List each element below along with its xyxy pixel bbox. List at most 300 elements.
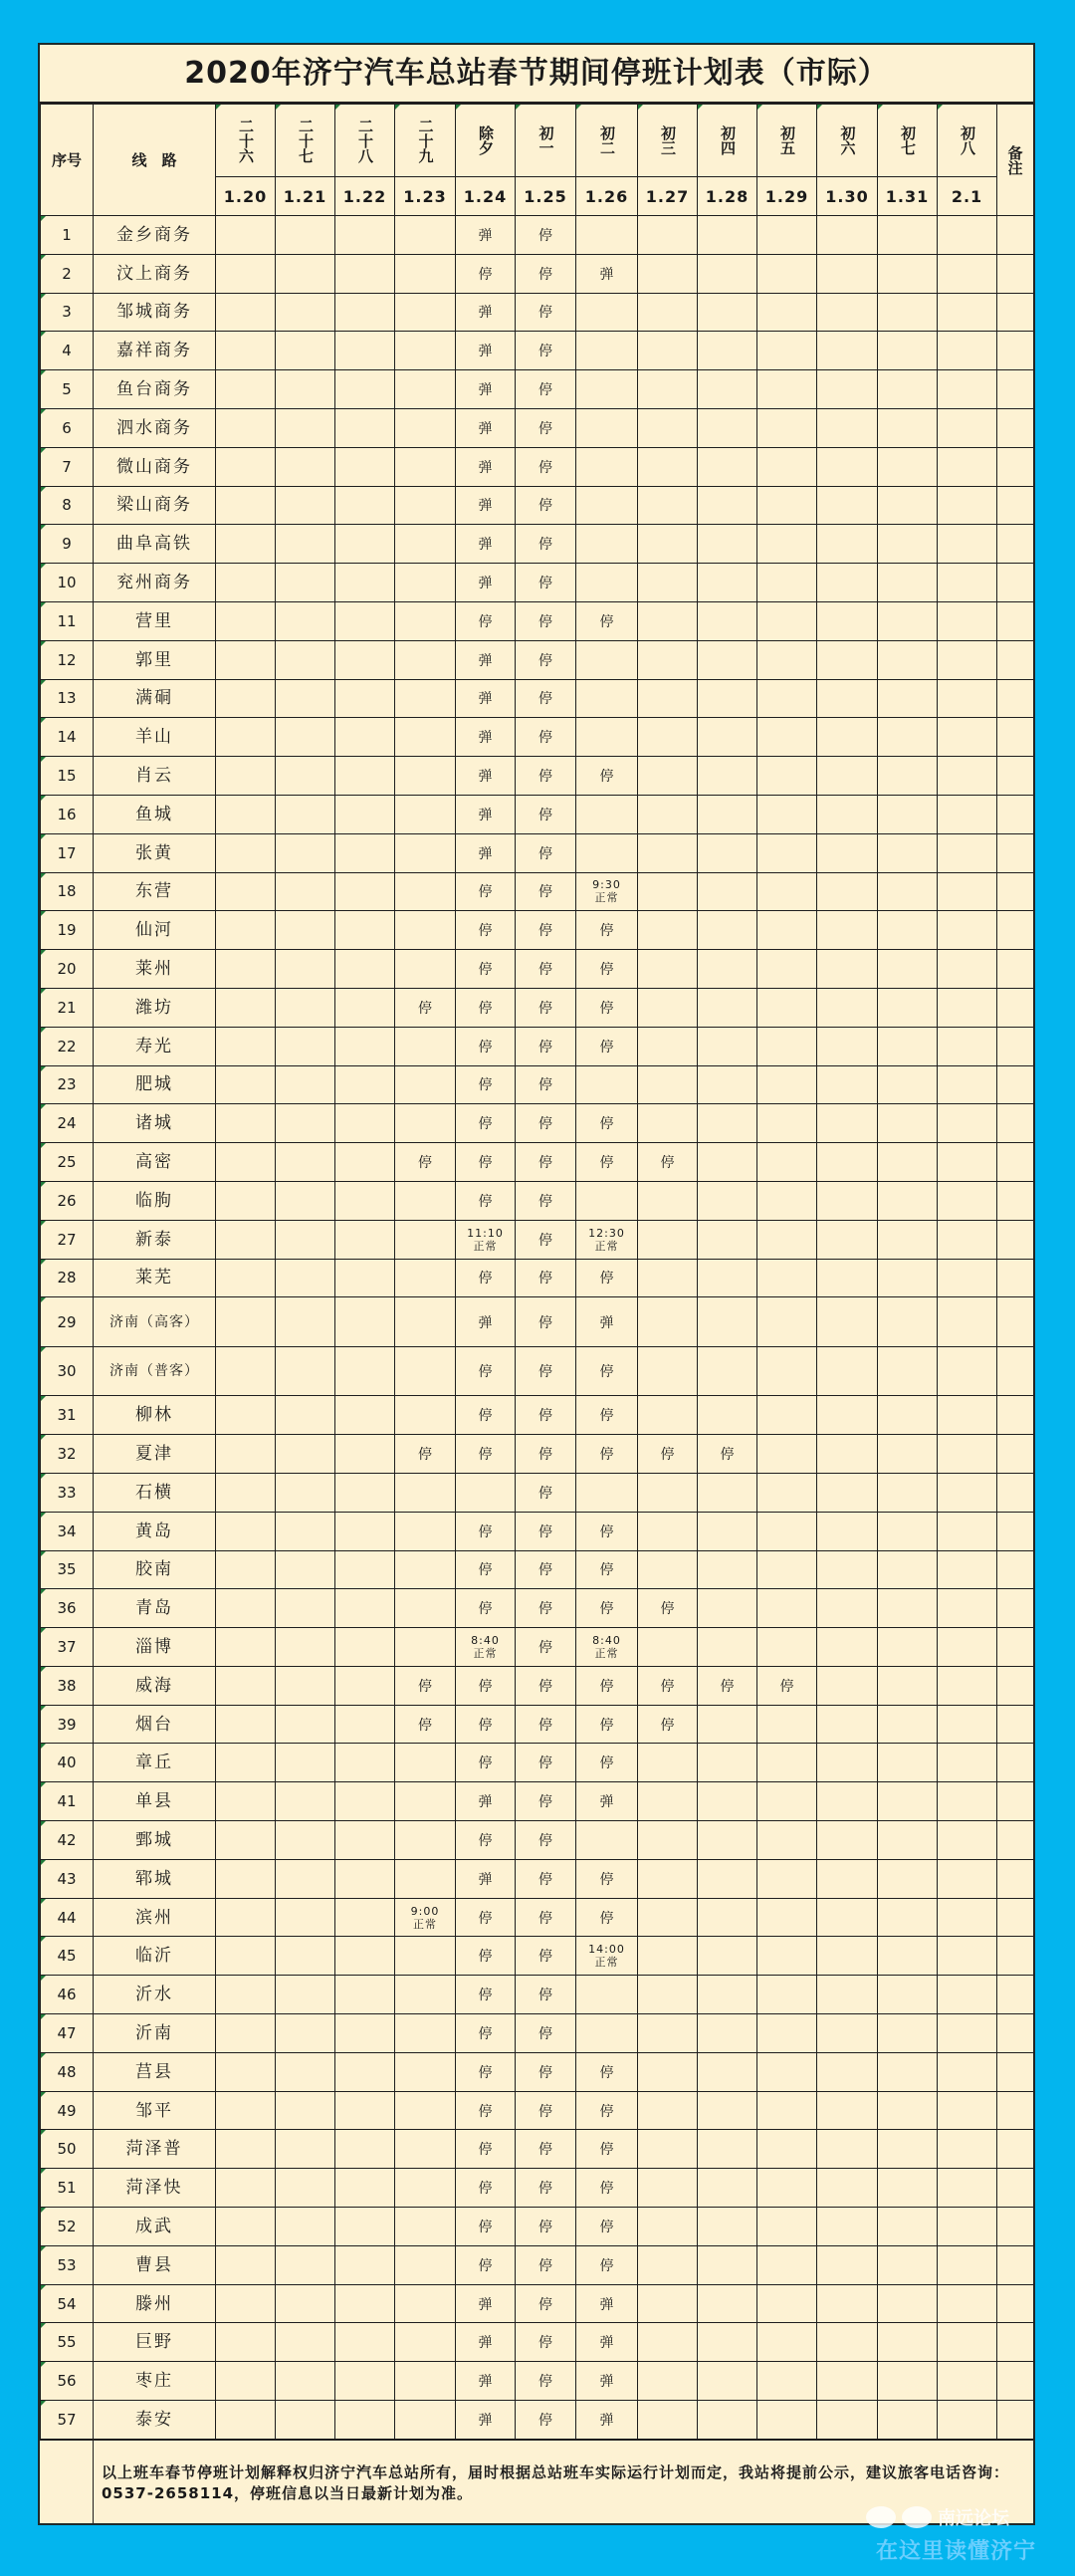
status-cell bbox=[878, 254, 938, 293]
status-cell bbox=[638, 1512, 698, 1550]
status-cell: 弹 bbox=[456, 564, 516, 602]
status-cell: 停 bbox=[516, 988, 576, 1027]
status-cell bbox=[878, 2130, 938, 2169]
status-cell bbox=[757, 757, 817, 796]
status-cell bbox=[216, 1666, 276, 1705]
status-cell: 弹 bbox=[576, 254, 638, 293]
status-cell: 停 bbox=[456, 1181, 516, 1220]
status-cell bbox=[878, 1181, 938, 1220]
status-cell bbox=[757, 1744, 817, 1782]
table-row bbox=[41, 1744, 1034, 1782]
row-number: 11 bbox=[41, 601, 94, 640]
table-row bbox=[41, 1821, 1034, 1860]
status-cell bbox=[216, 1027, 276, 1065]
status-cell: 停 bbox=[456, 1065, 516, 1104]
status-cell bbox=[638, 564, 698, 602]
status-cell bbox=[216, 1898, 276, 1937]
status-cell bbox=[757, 1937, 817, 1976]
status-cell bbox=[938, 564, 997, 602]
table-row bbox=[41, 1027, 1034, 1065]
status-cell bbox=[698, 216, 757, 255]
status-cell: 停 bbox=[516, 1744, 576, 1782]
status-cell bbox=[757, 833, 817, 872]
status-cell bbox=[938, 1744, 997, 1782]
route-name: 成武 bbox=[94, 2208, 216, 2246]
status-cell bbox=[817, 1065, 878, 1104]
route-name: 潍坊 bbox=[94, 988, 216, 1027]
status-cell bbox=[395, 1181, 456, 1220]
status-cell bbox=[216, 2323, 276, 2362]
status-cell bbox=[335, 911, 395, 950]
status-cell: 弹 bbox=[576, 2401, 638, 2440]
status-cell bbox=[757, 1346, 817, 1396]
status-cell bbox=[276, 1143, 335, 1182]
row-number: 14 bbox=[41, 718, 94, 757]
status-cell: 停 bbox=[516, 1259, 576, 1297]
status-cell bbox=[276, 795, 335, 833]
status-cell bbox=[638, 1976, 698, 2014]
status-cell bbox=[698, 2169, 757, 2208]
status-cell bbox=[698, 911, 757, 950]
status-cell bbox=[576, 679, 638, 718]
status-cell bbox=[698, 1346, 757, 1396]
row-number: 50 bbox=[41, 2130, 94, 2169]
remark-cell bbox=[997, 757, 1034, 796]
status-time-text: 正常 bbox=[473, 1646, 498, 1660]
status-cell bbox=[938, 1104, 997, 1143]
status-cell bbox=[335, 1859, 395, 1898]
status-cell bbox=[395, 2401, 456, 2440]
status-cell bbox=[938, 332, 997, 370]
status-cell bbox=[395, 1297, 456, 1347]
row-number: 39 bbox=[41, 1705, 94, 1744]
status-cell: 停 bbox=[456, 1027, 516, 1065]
status-cell bbox=[576, 1220, 638, 1259]
header-date: 1.26 bbox=[576, 177, 638, 216]
status-cell bbox=[576, 216, 638, 255]
row-number: 31 bbox=[41, 1396, 94, 1435]
status-time-text: 正常 bbox=[473, 1239, 498, 1253]
remark-cell bbox=[997, 1259, 1034, 1297]
status-cell bbox=[938, 1589, 997, 1628]
remark-cell bbox=[997, 601, 1034, 640]
remark-cell bbox=[997, 1104, 1034, 1143]
status-cell bbox=[638, 1782, 698, 1821]
status-cell bbox=[757, 1259, 817, 1297]
status-cell bbox=[938, 1143, 997, 1182]
status-cell bbox=[938, 1065, 997, 1104]
status-cell bbox=[276, 988, 335, 1027]
status-cell bbox=[817, 1512, 878, 1550]
status-cell bbox=[276, 1104, 335, 1143]
remark-cell bbox=[997, 2362, 1034, 2401]
status-time-text: 8:40 bbox=[471, 1633, 500, 1647]
status-cell bbox=[878, 2091, 938, 2130]
status-cell: 停 bbox=[576, 988, 638, 1027]
status-cell: 停 bbox=[576, 1859, 638, 1898]
status-cell bbox=[395, 486, 456, 525]
status-cell bbox=[395, 718, 456, 757]
status-cell bbox=[276, 1473, 335, 1512]
status-cell bbox=[335, 1220, 395, 1259]
status-cell bbox=[757, 1512, 817, 1550]
status-cell bbox=[817, 1782, 878, 1821]
status-cell bbox=[817, 795, 878, 833]
row-number: 25 bbox=[41, 1143, 94, 1182]
status-cell: 停 bbox=[395, 988, 456, 1027]
status-cell bbox=[757, 1705, 817, 1744]
status-cell bbox=[216, 2284, 276, 2323]
status-cell bbox=[938, 2245, 997, 2284]
status-cell bbox=[817, 332, 878, 370]
status-cell bbox=[757, 1181, 817, 1220]
status-cell bbox=[757, 718, 817, 757]
status-cell bbox=[757, 1435, 817, 1474]
status-cell bbox=[335, 2130, 395, 2169]
status-cell bbox=[335, 1259, 395, 1297]
route-name: 高密 bbox=[94, 1143, 216, 1182]
status-cell bbox=[276, 1220, 335, 1259]
status-cell: 停 bbox=[456, 1976, 516, 2014]
status-cell bbox=[817, 564, 878, 602]
status-cell bbox=[276, 1346, 335, 1396]
status-cell bbox=[698, 1259, 757, 1297]
status-cell bbox=[335, 640, 395, 679]
status-cell bbox=[698, 1396, 757, 1435]
remark-cell bbox=[997, 1705, 1034, 1744]
status-cell bbox=[638, 332, 698, 370]
status-cell bbox=[938, 1297, 997, 1347]
status-cell bbox=[395, 2169, 456, 2208]
status-cell bbox=[638, 2208, 698, 2246]
remark-cell bbox=[997, 293, 1034, 332]
status-cell bbox=[878, 1435, 938, 1474]
status-cell bbox=[276, 1705, 335, 1744]
table-row bbox=[41, 2091, 1034, 2130]
remark-cell bbox=[997, 2284, 1034, 2323]
status-cell bbox=[276, 408, 335, 447]
route-name: 曲阜高铁 bbox=[94, 525, 216, 564]
table-row bbox=[41, 332, 1034, 370]
status-cell bbox=[335, 2401, 395, 2440]
status-cell bbox=[638, 408, 698, 447]
table-row bbox=[41, 408, 1034, 447]
status-cell: 弹 bbox=[576, 1782, 638, 1821]
status-cell bbox=[757, 2401, 817, 2440]
status-cell: 停 bbox=[456, 2091, 516, 2130]
status-cell bbox=[938, 988, 997, 1027]
status-cell bbox=[576, 1937, 638, 1976]
status-cell bbox=[938, 2362, 997, 2401]
status-cell bbox=[335, 601, 395, 640]
status-cell bbox=[395, 216, 456, 255]
status-cell bbox=[395, 254, 456, 293]
status-cell bbox=[395, 1898, 456, 1937]
status-cell: 停 bbox=[516, 254, 576, 293]
status-cell bbox=[817, 486, 878, 525]
remark-cell bbox=[997, 1346, 1034, 1396]
status-cell bbox=[276, 1259, 335, 1297]
status-cell bbox=[638, 1628, 698, 1667]
status-cell bbox=[878, 1259, 938, 1297]
status-cell bbox=[335, 1027, 395, 1065]
status-cell bbox=[938, 1628, 997, 1667]
status-cell bbox=[938, 525, 997, 564]
status-cell: 停 bbox=[395, 1435, 456, 1474]
status-cell bbox=[216, 2245, 276, 2284]
status-cell: 停 bbox=[456, 1346, 516, 1396]
remark-cell bbox=[997, 525, 1034, 564]
status-cell bbox=[276, 1666, 335, 1705]
table-row bbox=[41, 2323, 1034, 2362]
status-cell bbox=[276, 640, 335, 679]
status-cell bbox=[638, 2130, 698, 2169]
status-cell bbox=[698, 2052, 757, 2091]
status-cell bbox=[698, 332, 757, 370]
status-cell bbox=[216, 447, 276, 486]
status-cell: 停 bbox=[516, 1821, 576, 1860]
status-cell bbox=[698, 2245, 757, 2284]
status-cell bbox=[276, 1027, 335, 1065]
status-cell: 停 bbox=[516, 1104, 576, 1143]
status-cell bbox=[938, 2130, 997, 2169]
status-cell bbox=[938, 1435, 997, 1474]
status-cell bbox=[878, 1104, 938, 1143]
status-cell: 停 bbox=[576, 2130, 638, 2169]
status-cell bbox=[638, 2401, 698, 2440]
table-row bbox=[41, 1297, 1034, 1347]
status-cell bbox=[817, 525, 878, 564]
route-name: 黄岛 bbox=[94, 1512, 216, 1550]
status-cell bbox=[938, 1346, 997, 1396]
status-cell bbox=[576, 1628, 638, 1667]
status-cell bbox=[757, 370, 817, 409]
status-cell bbox=[395, 1512, 456, 1550]
status-cell: 停 bbox=[516, 293, 576, 332]
status-cell: 弹 bbox=[456, 370, 516, 409]
status-cell: 弹 bbox=[456, 640, 516, 679]
table-row bbox=[41, 486, 1034, 525]
status-cell: 停 bbox=[576, 601, 638, 640]
status-cell bbox=[335, 2208, 395, 2246]
status-cell: 停 bbox=[516, 2323, 576, 2362]
status-cell bbox=[638, 2323, 698, 2362]
status-cell bbox=[395, 1396, 456, 1435]
status-cell bbox=[335, 2169, 395, 2208]
status-cell: 停 bbox=[576, 1104, 638, 1143]
status-cell bbox=[335, 2362, 395, 2401]
status-cell bbox=[698, 2362, 757, 2401]
table-row bbox=[41, 1859, 1034, 1898]
status-cell bbox=[276, 1744, 335, 1782]
table-row bbox=[41, 833, 1034, 872]
header-remark: 备注 bbox=[997, 105, 1034, 216]
status-cell bbox=[638, 1104, 698, 1143]
status-cell bbox=[878, 1589, 938, 1628]
status-cell bbox=[335, 1705, 395, 1744]
status-cell bbox=[817, 640, 878, 679]
status-cell: 停 bbox=[576, 1705, 638, 1744]
status-cell bbox=[817, 1104, 878, 1143]
status-cell: 停 bbox=[395, 1705, 456, 1744]
status-cell bbox=[216, 370, 276, 409]
status-cell bbox=[817, 1666, 878, 1705]
status-cell bbox=[938, 1898, 997, 1937]
status-cell bbox=[276, 332, 335, 370]
status-cell: 停 bbox=[456, 1705, 516, 1744]
status-cell bbox=[698, 486, 757, 525]
remark-cell bbox=[997, 1065, 1034, 1104]
table-row bbox=[41, 1220, 1034, 1259]
route-name: 郓城 bbox=[94, 1859, 216, 1898]
status-cell bbox=[395, 1744, 456, 1782]
status-cell: 弹 bbox=[456, 1782, 516, 1821]
status-cell bbox=[395, 757, 456, 796]
status-cell bbox=[757, 1473, 817, 1512]
status-cell bbox=[878, 1937, 938, 1976]
row-number: 30 bbox=[41, 1346, 94, 1396]
status-cell bbox=[698, 1297, 757, 1347]
status-cell bbox=[216, 332, 276, 370]
status-cell bbox=[276, 2284, 335, 2323]
remark-cell bbox=[997, 332, 1034, 370]
status-cell: 停 bbox=[516, 1898, 576, 1937]
remark-cell bbox=[997, 370, 1034, 409]
status-cell bbox=[638, 679, 698, 718]
status-cell bbox=[817, 988, 878, 1027]
status-cell bbox=[878, 2052, 938, 2091]
status-time-text: 正常 bbox=[594, 1956, 619, 1970]
status-cell bbox=[878, 1744, 938, 1782]
status-cell: 停 bbox=[576, 1512, 638, 1550]
status-cell bbox=[698, 718, 757, 757]
status-cell: 停 bbox=[516, 2052, 576, 2091]
status-cell bbox=[335, 2323, 395, 2362]
status-cell bbox=[878, 1220, 938, 1259]
status-cell bbox=[878, 1859, 938, 1898]
header-lunar-day: 初一 bbox=[516, 105, 576, 177]
status-cell bbox=[817, 1396, 878, 1435]
status-cell bbox=[938, 1782, 997, 1821]
status-cell: 停 bbox=[516, 2245, 576, 2284]
status-cell bbox=[757, 1065, 817, 1104]
status-cell: 停 bbox=[576, 757, 638, 796]
remark-cell bbox=[997, 1666, 1034, 1705]
row-number: 42 bbox=[41, 1821, 94, 1860]
remark-cell bbox=[997, 564, 1034, 602]
status-cell: 停 bbox=[516, 1143, 576, 1182]
status-cell bbox=[335, 2091, 395, 2130]
status-cell bbox=[817, 1976, 878, 2014]
status-cell bbox=[817, 1143, 878, 1182]
status-cell: 停 bbox=[576, 2169, 638, 2208]
status-cell: 停 bbox=[516, 1027, 576, 1065]
header-date: 1.30 bbox=[817, 177, 878, 216]
remark-cell bbox=[997, 2130, 1034, 2169]
status-cell: 停 bbox=[516, 447, 576, 486]
status-cell: 停 bbox=[516, 1976, 576, 2014]
row-number: 46 bbox=[41, 1976, 94, 2014]
route-name: 沂水 bbox=[94, 1976, 216, 2014]
status-cell bbox=[817, 2245, 878, 2284]
header-date: 1.23 bbox=[395, 177, 456, 216]
route-name: 肥城 bbox=[94, 1065, 216, 1104]
status-cell bbox=[335, 1589, 395, 1628]
remark-cell bbox=[997, 1859, 1034, 1898]
status-cell bbox=[938, 254, 997, 293]
status-cell: 停 bbox=[456, 1435, 516, 1474]
row-number: 52 bbox=[41, 2208, 94, 2246]
status-cell: 停 bbox=[456, 1143, 516, 1182]
status-cell bbox=[757, 950, 817, 989]
status-cell bbox=[938, 370, 997, 409]
status-cell bbox=[216, 1705, 276, 1744]
table-row bbox=[41, 1473, 1034, 1512]
status-cell bbox=[576, 1976, 638, 2014]
status-cell bbox=[938, 1705, 997, 1744]
status-cell bbox=[817, 833, 878, 872]
status-cell: 停 bbox=[516, 1473, 576, 1512]
status-cell bbox=[395, 795, 456, 833]
status-cell bbox=[276, 216, 335, 255]
status-cell bbox=[576, 564, 638, 602]
header-lunar-day: 初八 bbox=[938, 105, 997, 177]
status-cell: 停 bbox=[516, 1065, 576, 1104]
status-cell bbox=[698, 2208, 757, 2246]
status-cell bbox=[757, 872, 817, 911]
table-body bbox=[41, 216, 1034, 2440]
status-cell: 停 bbox=[456, 911, 516, 950]
status-cell bbox=[335, 718, 395, 757]
status-cell bbox=[395, 332, 456, 370]
status-cell bbox=[335, 564, 395, 602]
status-cell bbox=[878, 950, 938, 989]
table-row bbox=[41, 2130, 1034, 2169]
status-time-text: 9:00 bbox=[410, 1904, 440, 1918]
status-cell: 停 bbox=[516, 2014, 576, 2053]
table-row bbox=[41, 1898, 1034, 1937]
row-number: 7 bbox=[41, 447, 94, 486]
header-date: 1.24 bbox=[456, 177, 516, 216]
status-cell bbox=[335, 679, 395, 718]
status-cell: 停 bbox=[516, 795, 576, 833]
status-cell bbox=[817, 2169, 878, 2208]
status-cell: 弹 bbox=[456, 216, 516, 255]
status-cell: 停 bbox=[516, 2169, 576, 2208]
status-cell bbox=[576, 486, 638, 525]
status-cell: 弹 bbox=[456, 795, 516, 833]
status-cell bbox=[276, 950, 335, 989]
status-cell: 停 bbox=[456, 2130, 516, 2169]
status-cell: 弹 bbox=[456, 2323, 516, 2362]
status-cell bbox=[878, 2401, 938, 2440]
status-cell bbox=[335, 833, 395, 872]
status-cell bbox=[335, 988, 395, 1027]
status-cell bbox=[276, 1065, 335, 1104]
status-time-text: 8:40 bbox=[592, 1633, 621, 1647]
table-row bbox=[41, 2401, 1034, 2440]
remark-cell bbox=[997, 1473, 1034, 1512]
status-cell bbox=[698, 1744, 757, 1782]
footer-note: 以上班车春节停班计划解释权归济宁汽车总站所有，届时根据总站班车实际运行计划而定，我站将提前公示，建议旅客电话咨询：0537-2658114，停班信息以当日最新计划为准。 bbox=[102, 2462, 1010, 2502]
status-cell bbox=[757, 1220, 817, 1259]
remark-cell bbox=[997, 408, 1034, 447]
header-lunar-day: 初二 bbox=[576, 105, 638, 177]
status-cell bbox=[216, 833, 276, 872]
status-cell bbox=[817, 1859, 878, 1898]
remark-cell bbox=[997, 1297, 1034, 1347]
status-time-text: 正常 bbox=[594, 1239, 619, 1253]
